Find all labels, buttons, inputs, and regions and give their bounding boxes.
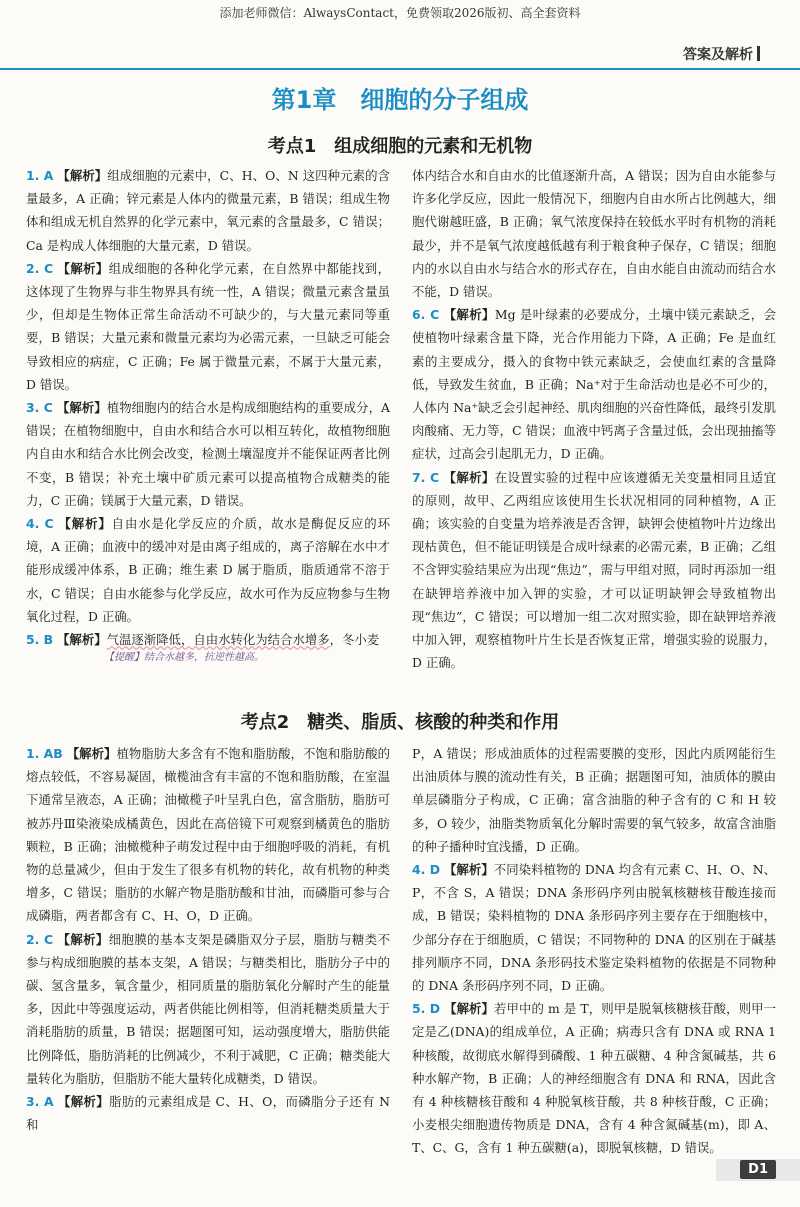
answer-text: P，A 错误；形成油质体的过程需要膜的变形，因此内质网能衍生出油质体与膜的流动性有关，B 正确；据题图可知，油质体的膜由单层磷脂分子构成，C 正确；富含油脂的种子含有的 C 和 H 较多，O 较少，油脂类物质氧化分解时需要的氧气较多，故富含油脂的种子播种时宜浅播，D 正确。 [412, 746, 776, 854]
analysis-tag: 【解析】 [443, 862, 494, 878]
analysis-tag: 【解析】 [57, 260, 109, 276]
answer-text: 在设置实验的过程中应该遵循无关变量相同且适宜的原则，故甲、乙两组应该使用生长状况相同的同种植物，A 正确；该实验的自变量为培养液是否含钾，缺钾会使植物叶片边缘出现枯黄色，但不能证明镁是合成叶绿素的必需元素，B 正确；乙组不含钾实验结果应为出现“焦边”，需与甲组对照，同时再添加一组在缺钾培养液中加入钾的实验，才可以证明缺钾会导致植物出现“焦边”，C 错误；可以增加一组二次对照实验，即在缺钾培养液中加入钾，观察植物叶片生长是否恢复正常，增强实验的说服力，D 正确。 [412, 469, 776, 671]
answer-number: 1. A [26, 168, 54, 183]
kp1-title: 考点1 组成细胞的元素和无机物 [267, 136, 533, 157]
kp2-answer-3-cont [412, 742, 776, 858]
answer-number: 3. C [26, 400, 53, 416]
answer-number: 2. C [26, 931, 54, 947]
section-tag-text: 答案及解析 [683, 47, 753, 63]
kp1-left-column [26, 164, 390, 665]
kp1-answer-5-cont [412, 164, 776, 303]
section-tag-bar [757, 46, 760, 61]
answer-text: 植物细胞内的结合水是构成细胞结构的重要成分，A 错误；在植物细胞中，自由水和结合水可以相互转化，故植物细胞内自由水和结合水比例会改变，检测土壤湿度并不能保证两者比例不变，B 错误；补充土壤中矿质元素可以提高植物合成糖类的能力，C 正确；镁属于大量元素，D 错误。 [26, 400, 390, 508]
answer-text: ，冬小麦 [329, 632, 380, 648]
analysis-tag: 【解析】 [58, 516, 112, 532]
highlighted-text: 气温逐渐降低，自由水转化为结合水增多 [106, 632, 330, 648]
promo-banner: 添加老师微信：AlwaysContact，免费领取2026版初、高全套资料 [219, 6, 581, 20]
analysis-tag: 【解析】 [66, 746, 117, 761]
kp1-answer-6 [412, 303, 776, 465]
analysis-tag: 【解析】 [57, 1094, 110, 1110]
kp1-answer-3 [26, 396, 390, 512]
kp1-answer-4 [26, 512, 390, 628]
answer-number: 3. A [26, 1094, 54, 1110]
answer-number: 1. AB [26, 746, 63, 761]
answer-number: 2. C [26, 260, 54, 276]
kp2-title: 考点2 糖类、脂质、核酸的种类和作用 [240, 712, 560, 733]
analysis-tag: 【解析】 [444, 1001, 495, 1017]
answer-number: 4. C [26, 516, 54, 532]
kp1-answer-5 [26, 628, 390, 651]
answer-number: 7. C [412, 469, 440, 485]
kp2-answer-2 [26, 928, 390, 1090]
answer-text: 脂肪的元素组成是 C、H、O，而磷脂分子还有 N 和 [26, 1094, 391, 1133]
page-number: D1 [740, 1160, 776, 1179]
kp2-answer-5 [412, 997, 776, 1159]
analysis-tag: 【解析】 [57, 632, 107, 648]
answer-number: 5. D [412, 1001, 441, 1017]
answer-text: 组成细胞的各种化学元素，在自然界中都能找到，这体现了生物界与非生物界具有统一性，A 错误；微量元素含量虽少，但却是生物体正常生命活动不可缺少的，与大量元素同等重要，B 错误；大量元素和微量元素均为必需元素，一旦缺乏可能会导致相应的病症，C 正确；Fe 属于微量元素，不属于大量元素，D 错误。 [26, 260, 390, 392]
answer-text: 细胞膜的基本支架是磷脂双分子层，脂肪与糖类不参与构成细胞膜的基本支架，A 错误；与糖类相比，脂肪分子中的碳、氢含量多，氧含量少，相同质量的脂肪氧化分解时产生的能量多，因此中等强度运动，两者供能比例相等，但消耗糖类质量大于消耗脂肪的质量，B 错误；据题图可知，运动强度增大，脂肪供能比例降低，脂肪消耗的比例减少，不利于减肥，C 正确；糖类能大量转化为脂肪，但脂肪不能大量转化成糖类，D 错误。 [26, 931, 390, 1086]
answer-text: 体内结合水和自由水的比值逐渐升高，A 错误；因为自由水能参与许多化学反应，因此一般情况下，细胞内自由水所占比例越大，细胞代谢越旺盛，B 正确；氧气浓度保持在较低水平时有机物的消耗最少，并不是氧气浓度越低越有利于粮食种子保存，C 错误；细胞内的水以自由水与结合水的形式存在，自由水能自由流动而结合水不能，D 错误。 [412, 168, 776, 300]
kp1-answer-7 [412, 466, 776, 675]
chapter-title: 第1章 细胞的分子组成 [271, 86, 529, 114]
analysis-tag: 【解析】 [443, 469, 495, 485]
answer-text: 植物脂肪大多含有不饱和脂肪酸，不饱和脂肪酸的熔点较低，不容易凝固，橄榄油含有丰富的不饱和脂肪酸，在室温下通常呈液态，A 正确；油橄榄子叶呈乳白色，富含脂肪，脂肪可被苏丹Ⅲ染液染成橘黄色，因此在高倍镜下可观察到橘黄色的脂肪颗粒，B 正确；油橄榄种子萌发过程中由于细胞呼吸的消耗，有机物的总量减少，但由于发生了很多有机物的转化，故有机物的种类增多，C 错误；脂肪的水解产物是脂肪酸和甘油，而磷脂可参与合成磷脂，两者都含有 C、H、O，D 正确。 [26, 746, 390, 924]
section-tag [683, 44, 760, 64]
header-rule [0, 68, 800, 70]
kp2-answer-1 [26, 742, 390, 928]
kp1-answer-1 [26, 164, 390, 257]
kp2-answer-4 [412, 858, 776, 997]
answer-number: 6. C [412, 307, 440, 323]
kp2-answer-3 [26, 1090, 390, 1136]
handwritten-note: 【提醒】结合水越多，抗逆性越高。 [104, 652, 264, 664]
answer-text: 若甲中的 m 是 T，则甲是脱氧核糖核苷酸，则甲一定是乙(DNA)的组成单位，A 正确；病毒只含有 DNA 或 RNA 1 种核酸，故彻底水解得到磷酸、1 种五碳糖、4 种含氮碱基，共 6 种水解产物，B 正确；人的神经细胞含有 DNA 和 RNA，因此含有 4 种核糖核苷酸和 4 种脱氧核苷酸，共 8 种核苷酸，C 正确；小麦根尖细胞遗传物质是 DNA，含有 4 种含氮碱基(m)，即 A、T、C、G，含有 1 种五碳糖(a)，即脱氧核糖，D 错误。 [412, 1001, 776, 1156]
answer-text: 不同染料植物的 DNA 均含有元素 C、H、O、N、P，不含 S，A 错误；DNA 条形码序列由脱氧核糖核苷酸连接而成，B 错误；染料植物的 DNA 条形码序列主要存在于细胞核中，少部分存在于细胞质，C 错误；不同物种的 DNA 的区别在于碱基排列顺序不同，DNA 条形码技术鉴定染料植物的依据是不同物种的 DNA 条形码序列不同，D 正确。 [412, 862, 776, 994]
analysis-tag: 【解析】 [57, 931, 109, 947]
kp1-answer-2 [26, 257, 390, 396]
answer-number: 4. D [412, 862, 440, 878]
answer-number: 5. B [26, 632, 54, 648]
kp2-left-column [26, 742, 390, 1136]
answer-text: Mg 是叶绿素的必要成分，土壤中镁元素缺乏，会使植物叶绿素含量下降，光合作用能力下降，A 正确；Fe 是血红素的主要成分，摄入的食物中铁元素缺乏，会使血红素的含量降低，导致发生贫血，B 正确；Na⁺对于生命活动也是必不可少的，人体内 Na⁺缺乏会引起神经、肌肉细胞的兴奋性降低，最终引发肌肉酸痛、无力等，C 错误；血液中钙离子含量过低，会出现抽搐等症状，过高会引起肌无力，D 正确。 [412, 307, 776, 462]
analysis-tag: 【解析】 [56, 400, 107, 416]
analysis-tag: 【解析】 [443, 307, 495, 323]
kp1-right-column [412, 164, 776, 674]
answer-text: 自由水是化学反应的介质，故水是酶促反应的环境，A 正确；血液中的缓冲对是由离子组成的，离子溶解在水中才能形成缓冲体系，B 正确；维生素 D 属于脂质，脂质通常不溶于水，C 错误；自由水能参与化学反应，故水可作为反应物参与生物氧化过程，D 正确。 [26, 516, 390, 624]
analysis-tag: 【解析】 [57, 168, 108, 183]
kp2-right-column [412, 742, 776, 1160]
answer-text: 组成细胞的元素中，C、H、O、N 这四种元素的含量最多，A 正确；锌元素是人体内的微量元素，B 错误；组成生物体和组成无机自然界的化学元素中，氧元素的含量最多，C 错误；Ca 是构成人体细胞的大量元素，D 错误。 [26, 168, 390, 253]
